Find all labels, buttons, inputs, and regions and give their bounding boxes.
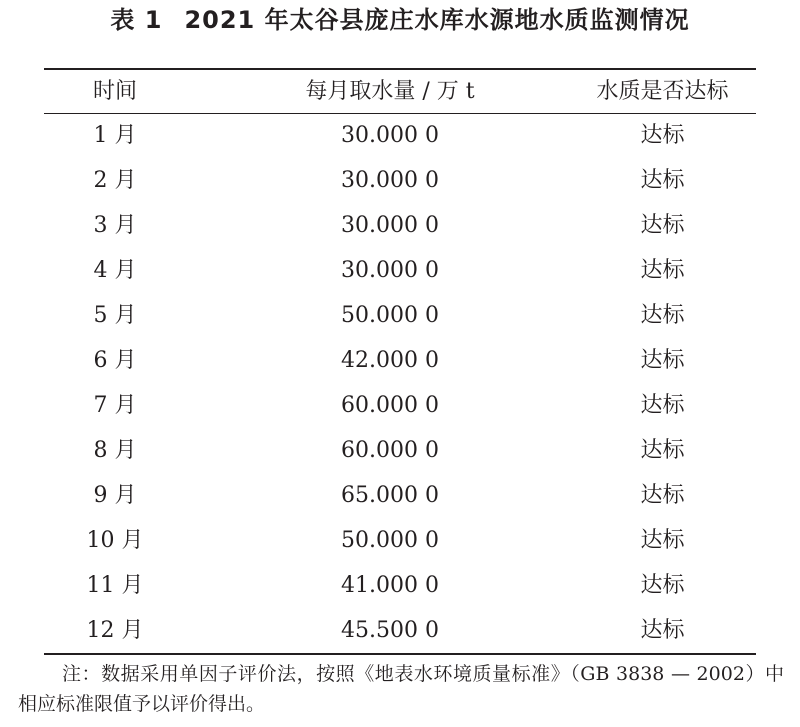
table-title [0, 2, 800, 38]
cell-water-volume: 50.000 0 [341, 528, 439, 553]
cell-quality: 达标 [640, 483, 685, 508]
cell-month: 12 月 [86, 618, 144, 643]
table-footnote: 注：数据采用单因子评价法，按照《地表水环境质量标准》（GB 3838 — 2002）中相应标准限值予以评价得出。 [18, 663, 784, 715]
cell-month: 8 月 [93, 438, 137, 463]
cell-month: 2 月 [93, 168, 137, 193]
cell-water-volume: 42.000 0 [341, 348, 439, 373]
cell-quality: 达标 [640, 303, 685, 328]
cell-quality: 达标 [640, 393, 685, 418]
cell-month: 6 月 [93, 348, 137, 373]
header-quality: 水质是否达标 [596, 79, 729, 104]
cell-quality: 达标 [640, 123, 685, 148]
cell-water-volume: 30.000 0 [341, 123, 439, 148]
cell-quality: 达标 [640, 438, 685, 463]
cell-month: 7 月 [93, 393, 137, 418]
header-water-volume: 每月取水量 / 万 t [305, 79, 475, 104]
cell-month: 9 月 [93, 483, 137, 508]
cell-month: 4 月 [93, 258, 137, 283]
cell-quality: 达标 [640, 348, 685, 373]
table-bottom-rule [44, 653, 756, 655]
cell-water-volume: 45.500 0 [341, 618, 439, 643]
cell-water-volume: 41.000 0 [341, 573, 439, 598]
cell-water-volume: 30.000 0 [341, 213, 439, 238]
cell-water-volume: 60.000 0 [341, 438, 439, 463]
header-time: 时间 [92, 79, 137, 104]
cell-water-volume: 50.000 0 [341, 303, 439, 328]
cell-water-volume: 30.000 0 [341, 258, 439, 283]
cell-month: 11 月 [86, 573, 144, 598]
cell-quality: 达标 [640, 168, 685, 193]
table-number: 表 1 [110, 6, 163, 34]
table-title-text: 2021 年太谷县庞庄水库水源地水质监测情况 [184, 6, 690, 34]
table-header-rule [44, 113, 756, 114]
cell-month: 1 月 [93, 123, 137, 148]
cell-quality: 达标 [640, 573, 685, 598]
table-top-rule [44, 68, 756, 70]
cell-water-volume: 60.000 0 [341, 393, 439, 418]
cell-quality: 达标 [640, 528, 685, 553]
cell-water-volume: 30.000 0 [341, 168, 439, 193]
cell-month: 5 月 [93, 303, 137, 328]
cell-month: 3 月 [93, 213, 137, 238]
cell-month: 10 月 [86, 528, 144, 553]
cell-quality: 达标 [640, 618, 685, 643]
cell-quality: 达标 [640, 258, 685, 283]
cell-water-volume: 65.000 0 [341, 483, 439, 508]
cell-quality: 达标 [640, 213, 685, 238]
